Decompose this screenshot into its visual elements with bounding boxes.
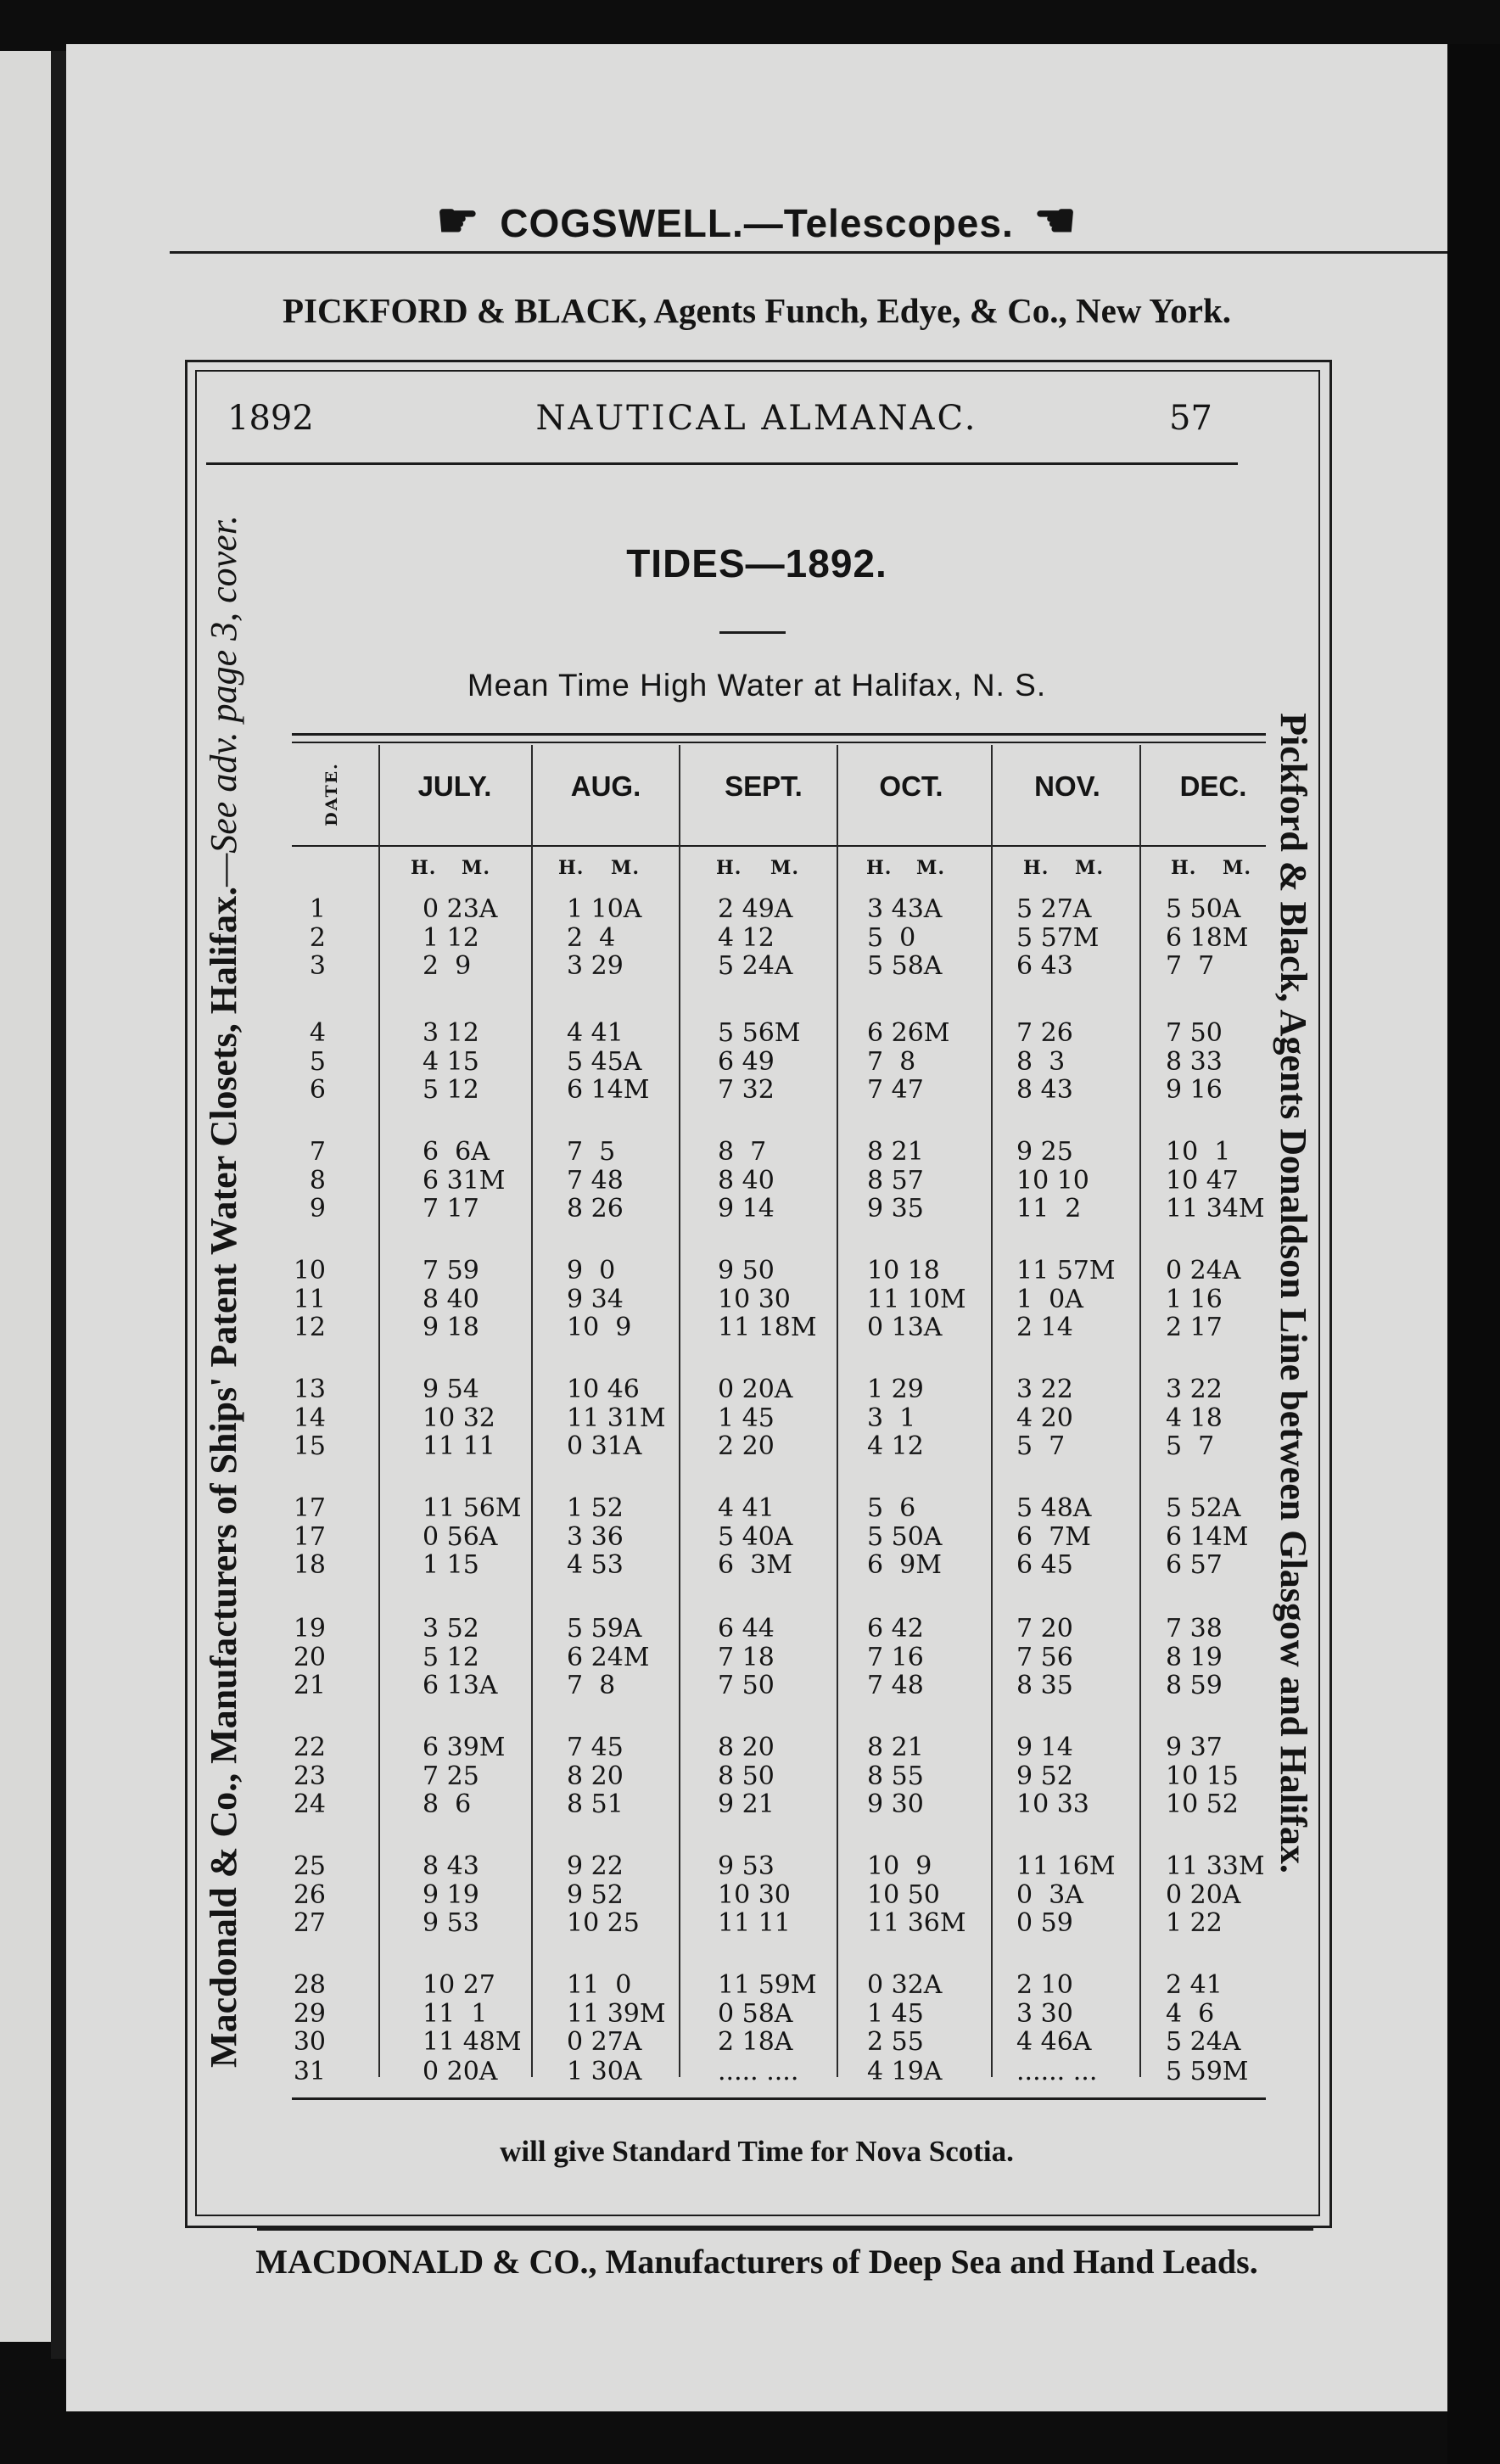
date-cell: 24 <box>293 1789 326 1819</box>
tide-time-cell: 11 1 <box>423 1998 488 2029</box>
tide-time-cell: 4 46A <box>1016 2027 1092 2057</box>
tide-time-cell: 8 20 <box>567 1761 624 1791</box>
tide-time-cell: 1 22 <box>1166 1908 1223 1938</box>
tide-time-cell: 10 9 <box>867 1851 932 1881</box>
tide-time-cell: 8 26 <box>567 1194 624 1224</box>
table-bottom-rule <box>292 2097 1266 2100</box>
tide-time-cell: 0 56A <box>423 1521 498 1552</box>
date-cell: 10 <box>293 1256 326 1285</box>
tide-time-cell: 6 39M <box>423 1733 506 1762</box>
tide-time-cell: 4 20 <box>1016 1403 1073 1433</box>
tide-time-cell: 9 35 <box>867 1194 924 1224</box>
date-cell: 20 <box>293 1642 326 1672</box>
tide-time-cell: 0 13A <box>867 1313 943 1342</box>
tide-time-cell: 7 59 <box>423 1256 479 1285</box>
tide-time-cell: 7 7 <box>1166 951 1215 981</box>
tide-time-cell: 10 33 <box>1016 1789 1089 1819</box>
tide-time-cell: 3 1 <box>867 1403 916 1433</box>
tide-time-cell: 10 30 <box>718 1879 791 1910</box>
date-cell: 30 <box>293 2027 326 2057</box>
tide-time-cell: 11 10M <box>867 1284 966 1314</box>
date-cell: 23 <box>293 1761 326 1791</box>
tide-time-cell: 9 53 <box>718 1851 775 1881</box>
tide-time-cell: 0 32A <box>867 1970 943 2000</box>
tide-time-cell: 7 20 <box>1016 1614 1073 1644</box>
tide-time-cell: 0 59 <box>1016 1908 1073 1938</box>
month-header: OCT. <box>879 770 943 802</box>
tide-time-cell: 11 18M <box>718 1313 817 1342</box>
tide-time-cell: 7 18 <box>718 1642 775 1672</box>
page-number: 57 <box>1169 399 1212 438</box>
tide-time-cell: 11 0 <box>567 1970 632 2000</box>
tide-time-cell: 1 12 <box>423 922 479 953</box>
tide-time-cell: 3 22 <box>1166 1375 1223 1404</box>
tide-time-cell: ...... ... <box>1016 2057 1098 2086</box>
tide-time-cell: 3 29 <box>567 951 624 981</box>
month-header: DEC. <box>1179 770 1247 802</box>
tide-time-cell: 0 23A <box>423 894 498 924</box>
tide-time-cell: 5 40A <box>718 1521 793 1552</box>
tide-time-cell: 11 59M <box>718 1970 817 2000</box>
tide-time-cell: 0 3A <box>1016 1879 1083 1910</box>
footnote: will give Standard Time for Nova Scotia. <box>500 2135 1014 2168</box>
tide-time-cell: 5 27A <box>1016 894 1092 924</box>
tide-time-cell: 6 45 <box>1016 1550 1073 1580</box>
tide-time-cell: 9 16 <box>1166 1075 1223 1105</box>
tide-time-cell: 9 21 <box>718 1789 775 1819</box>
hours-label: H. <box>558 857 585 879</box>
tide-time-cell: 5 57M <box>1016 922 1100 953</box>
tide-time-cell: 5 59M <box>1166 2057 1249 2086</box>
tide-time-cell: 11 57M <box>1016 1256 1116 1285</box>
tide-time-cell: 11 34M <box>1166 1194 1265 1224</box>
tide-time-cell: 7 26 <box>1016 1018 1073 1048</box>
tide-time-cell: 2 10 <box>1016 1970 1073 2000</box>
page-edge-shadow <box>1447 44 1500 2464</box>
tide-time-cell: 8 40 <box>423 1284 479 1314</box>
tide-time-cell: 7 16 <box>867 1642 924 1672</box>
title-dash <box>719 631 786 634</box>
tide-time-cell: 7 8 <box>567 1671 616 1700</box>
tide-time-cell: 7 50 <box>718 1671 775 1700</box>
date-cell: 26 <box>293 1879 326 1910</box>
tide-time-cell: 5 0 <box>867 922 916 953</box>
tide-time-cell: 8 21 <box>867 1733 924 1762</box>
minutes-label: M. <box>462 857 491 879</box>
tide-time-cell: 6 18M <box>1166 922 1249 953</box>
tide-time-cell: 3 30 <box>1016 1998 1073 2029</box>
tide-time-cell: 5 50A <box>1166 894 1241 924</box>
tide-time-cell: 6 42 <box>867 1614 924 1644</box>
tide-time-cell: 4 6 <box>1166 1998 1215 2029</box>
tide-time-cell: 1 45 <box>867 1998 924 2029</box>
tide-time-cell: 10 1 <box>1166 1137 1231 1167</box>
tide-time-cell: 0 20A <box>718 1375 793 1404</box>
tide-time-cell: 6 57 <box>1166 1550 1223 1580</box>
header-title: NAUTICAL ALMANAC. <box>535 399 978 438</box>
tide-time-cell: 4 15 <box>423 1046 479 1077</box>
tide-time-cell: 2 17 <box>1166 1313 1223 1342</box>
tide-time-cell: 10 32 <box>423 1403 495 1433</box>
tide-time-cell: 7 8 <box>867 1046 916 1077</box>
header-year: 1892 <box>227 399 314 438</box>
date-cell: 8 <box>309 1165 326 1196</box>
tide-time-cell: 11 56M <box>423 1493 522 1523</box>
tide-time-cell: 0 27A <box>567 2027 642 2057</box>
tide-time-cell: 1 45 <box>718 1403 775 1433</box>
tide-time-cell: 10 50 <box>867 1879 940 1910</box>
tide-time-cell: 2 18A <box>718 2027 793 2057</box>
date-cell: 13 <box>293 1375 326 1404</box>
tide-time-cell: 10 27 <box>423 1970 495 2000</box>
header-divider <box>206 462 1238 465</box>
tide-time-cell: 8 21 <box>867 1137 924 1167</box>
tide-time-cell: 9 19 <box>423 1879 479 1910</box>
bottom-advertisement: MACDONALD & CO., Manufacturers of Deep Sea and Hand Leads. <box>255 2243 1258 2281</box>
tide-time-cell: 4 12 <box>718 922 775 953</box>
hours-label: H. <box>716 857 742 879</box>
column-divider <box>679 745 680 2077</box>
tide-time-cell: 9 50 <box>718 1256 775 1285</box>
tide-time-cell: 8 19 <box>1166 1642 1223 1672</box>
tide-time-cell: 0 58A <box>718 1998 793 2029</box>
tide-time-cell: 5 24A <box>1166 2027 1241 2057</box>
tide-time-cell: 5 56M <box>718 1018 801 1048</box>
tide-time-cell: 9 0 <box>567 1256 616 1285</box>
column-divider <box>378 745 380 2077</box>
tide-time-cell: 10 18 <box>867 1256 940 1285</box>
hours-label: H. <box>1023 857 1049 879</box>
date-cell: 11 <box>293 1284 326 1314</box>
tide-time-cell: 8 50 <box>718 1761 775 1791</box>
tide-time-cell: 7 47 <box>867 1075 924 1105</box>
tide-time-cell: 9 37 <box>1166 1733 1223 1762</box>
tide-time-cell: 8 35 <box>1016 1671 1073 1700</box>
tide-time-cell: 5 6 <box>867 1493 916 1523</box>
tide-time-cell: 9 30 <box>867 1789 924 1819</box>
tide-time-cell: 6 6A <box>423 1137 490 1167</box>
right-side-advertisement: Pickford & Black, Agents Donaldson Line between Glasgow and Halifax. <box>1273 713 1314 1873</box>
tide-time-cell: 8 3 <box>1016 1046 1066 1077</box>
tide-time-cell: 9 52 <box>567 1879 624 1910</box>
tide-time-cell: 6 7M <box>1016 1521 1091 1552</box>
tide-time-cell: 8 59 <box>1166 1671 1223 1700</box>
tide-time-cell: 4 18 <box>1166 1403 1223 1433</box>
top-ad-subline: PICKFORD & BLACK, Agents Funch, Edye, & Co., New York. <box>282 291 1232 330</box>
tide-time-cell: 5 52A <box>1166 1493 1241 1523</box>
tide-time-cell: 5 24A <box>718 951 793 981</box>
top-advertisement <box>66 193 1447 249</box>
tide-time-cell: 3 22 <box>1016 1375 1073 1404</box>
tide-time-cell: 9 52 <box>1016 1761 1073 1791</box>
tide-time-cell: 11 33M <box>1166 1851 1265 1881</box>
tide-time-cell: 11 31M <box>567 1403 666 1433</box>
tide-time-cell: 5 12 <box>423 1642 479 1672</box>
tide-time-cell: 5 58A <box>867 951 943 981</box>
adjacent-page-edge <box>0 51 51 2342</box>
minutes-label: M. <box>1075 857 1105 879</box>
date-cell: 12 <box>293 1313 326 1342</box>
tide-time-cell: 7 38 <box>1166 1614 1223 1644</box>
tide-time-cell: 6 44 <box>718 1614 775 1644</box>
tide-time-cell: 5 59A <box>567 1614 642 1644</box>
tide-time-cell: 4 19A <box>867 2057 943 2086</box>
tide-time-cell: 1 15 <box>423 1550 479 1580</box>
tide-time-cell: 11 48M <box>423 2027 522 2057</box>
date-cell: 6 <box>309 1075 326 1105</box>
tide-time-cell: 7 45 <box>567 1733 624 1762</box>
tide-time-cell: 8 55 <box>867 1761 924 1791</box>
date-cell: 15 <box>293 1431 326 1461</box>
tide-time-cell: 2 49A <box>718 894 793 924</box>
tide-time-cell: 1 29 <box>867 1375 924 1404</box>
tide-time-cell: 6 26M <box>867 1018 950 1048</box>
tide-time-cell: 10 46 <box>567 1375 640 1404</box>
tide-time-cell: 6 14M <box>1166 1521 1249 1552</box>
date-cell: 2 <box>309 922 326 953</box>
tide-time-cell: 2 9 <box>423 951 472 981</box>
tide-time-cell: 8 20 <box>718 1733 775 1762</box>
left-ad-reference: —See adv. page 3, cover. <box>203 515 244 887</box>
date-cell: 25 <box>293 1851 326 1881</box>
tide-time-cell: 5 7 <box>1166 1431 1215 1461</box>
tide-time-cell: 8 33 <box>1166 1046 1223 1077</box>
tide-time-cell: 5 45A <box>567 1046 642 1077</box>
tide-time-cell: 9 22 <box>567 1851 624 1881</box>
date-cell: 28 <box>293 1970 326 2000</box>
hours-label: H. <box>411 857 437 879</box>
tide-time-cell: 9 25 <box>1016 1137 1073 1167</box>
tide-time-cell: 3 36 <box>567 1521 624 1552</box>
date-column-header: DATE. <box>322 762 341 826</box>
tide-time-cell: 11 16M <box>1016 1851 1116 1881</box>
date-cell: 1 <box>309 894 326 924</box>
tide-time-cell: 6 24M <box>567 1642 650 1672</box>
tide-time-cell: 2 4 <box>567 922 616 953</box>
month-header: SEPT. <box>725 770 803 802</box>
date-cell: 17 <box>293 1521 326 1552</box>
minutes-label: M. <box>770 857 800 879</box>
tide-time-cell: 11 2 <box>1016 1194 1082 1224</box>
table-top-rule-inner <box>292 742 1266 743</box>
tide-time-cell: 10 30 <box>718 1284 791 1314</box>
tide-time-cell: 9 14 <box>1016 1733 1073 1762</box>
pointing-hand-right-icon: ☚ <box>1033 193 1077 247</box>
table-top-rule <box>292 733 1266 736</box>
date-cell: 5 <box>309 1046 326 1077</box>
tide-time-cell: 11 39M <box>567 1998 666 2029</box>
tide-time-cell: 1 10A <box>567 894 642 924</box>
date-cell: 3 <box>309 951 326 981</box>
tide-time-cell: 4 41 <box>567 1018 624 1048</box>
minutes-label: M. <box>611 857 641 879</box>
date-cell: 29 <box>293 1998 326 2029</box>
tide-time-cell: 0 20A <box>423 2057 498 2086</box>
tide-time-cell: 8 40 <box>718 1165 775 1196</box>
tide-time-cell: 3 43A <box>867 894 943 924</box>
tide-time-cell: 0 20A <box>1166 1879 1241 1910</box>
tide-time-cell: 0 24A <box>1166 1256 1241 1285</box>
pointing-hand-left-icon: ☛ <box>436 193 480 247</box>
left-ad-main: Macdonald & Co., Manufacturers of Ships' Patent Water Closets, Halifax. <box>203 886 244 2068</box>
tide-time-cell: 9 54 <box>423 1375 479 1404</box>
tide-time-cell: 6 31M <box>423 1165 506 1196</box>
minutes-label: M. <box>1223 857 1252 879</box>
tide-time-cell: 11 11 <box>718 1908 791 1938</box>
column-divider <box>837 745 838 2077</box>
date-cell: 31 <box>293 2057 326 2086</box>
tide-time-cell: 10 9 <box>567 1313 632 1342</box>
column-divider <box>1139 745 1141 2077</box>
tide-time-cell: 4 12 <box>867 1431 924 1461</box>
tide-time-cell: 6 9M <box>867 1550 942 1580</box>
tide-time-cell: 6 13A <box>423 1671 498 1700</box>
table-header-rule <box>292 845 1266 847</box>
date-cell: 4 <box>309 1018 326 1048</box>
tide-time-cell: 1 30A <box>567 2057 642 2086</box>
tide-time-cell: 8 51 <box>567 1789 624 1819</box>
tide-time-cell: 7 56 <box>1016 1642 1073 1672</box>
date-cell: 22 <box>293 1733 326 1762</box>
date-cell: 7 <box>309 1137 326 1167</box>
tide-time-cell: 6 43 <box>1016 951 1073 981</box>
date-cell: 19 <box>293 1614 326 1644</box>
tide-time-cell: 9 53 <box>423 1908 479 1938</box>
tide-time-cell: 11 36M <box>867 1908 966 1938</box>
column-divider <box>531 745 533 2077</box>
tide-time-cell: 3 12 <box>423 1018 479 1048</box>
binding-gutter <box>51 51 66 2359</box>
tide-time-cell: 6 14M <box>567 1075 650 1105</box>
tide-time-cell: 0 31A <box>567 1431 642 1461</box>
date-cell: 14 <box>293 1403 326 1433</box>
hours-label: H. <box>1171 857 1197 879</box>
tides-title: TIDES—1892. <box>626 541 887 585</box>
month-header: JULY. <box>417 770 492 802</box>
tide-time-cell: 8 57 <box>867 1165 924 1196</box>
tide-time-cell: 7 48 <box>867 1671 924 1700</box>
tide-time-cell: 5 50A <box>867 1521 943 1552</box>
tide-time-cell: 2 55 <box>867 2027 924 2057</box>
tide-time-cell: 6 3M <box>718 1550 792 1580</box>
tide-time-cell: 8 43 <box>423 1851 479 1881</box>
tide-time-cell: 1 52 <box>567 1493 624 1523</box>
tide-time-cell: 10 47 <box>1166 1165 1239 1196</box>
tide-time-cell: 9 34 <box>567 1284 624 1314</box>
tides-subtitle: Mean Time High Water at Halifax, N. S. <box>467 668 1047 703</box>
date-cell: 18 <box>293 1550 326 1580</box>
tide-time-cell: 7 48 <box>567 1165 624 1196</box>
tide-time-cell: 5 12 <box>423 1075 479 1105</box>
bottom-divider <box>257 2228 1313 2231</box>
tide-time-cell: ..... .... <box>718 2057 799 2086</box>
tide-time-cell: 5 48A <box>1016 1493 1092 1523</box>
top-ad-text: COGSWELL.—Telescopes. <box>500 201 1014 245</box>
tide-time-cell: 8 7 <box>718 1137 767 1167</box>
date-cell: 27 <box>293 1908 326 1938</box>
top-divider <box>170 251 1447 254</box>
tide-time-cell: 10 52 <box>1166 1789 1239 1819</box>
tide-time-cell: 3 52 <box>423 1614 479 1644</box>
minutes-label: M. <box>916 857 946 879</box>
tide-time-cell: 7 50 <box>1166 1018 1223 1048</box>
month-header: AUG. <box>570 770 641 802</box>
tide-time-cell: 10 15 <box>1166 1761 1239 1791</box>
tide-time-cell: 1 0A <box>1016 1284 1083 1314</box>
tide-time-cell: 7 25 <box>423 1761 479 1791</box>
tide-time-cell: 2 20 <box>718 1431 775 1461</box>
column-divider <box>991 745 993 2077</box>
tide-time-cell: 7 17 <box>423 1194 479 1224</box>
tide-time-cell: 5 7 <box>1016 1431 1066 1461</box>
date-cell: 9 <box>309 1194 326 1224</box>
tide-time-cell: 9 18 <box>423 1313 479 1342</box>
tide-time-cell: 1 16 <box>1166 1284 1223 1314</box>
date-cell: 21 <box>293 1671 326 1700</box>
tide-time-cell: 11 11 <box>423 1431 495 1461</box>
left-side-advertisement <box>202 171 253 2411</box>
tide-time-cell: 4 53 <box>567 1550 624 1580</box>
tide-time-cell: 2 14 <box>1016 1313 1073 1342</box>
hours-label: H. <box>866 857 893 879</box>
tide-time-cell: 2 41 <box>1166 1970 1223 2000</box>
tide-time-cell: 10 25 <box>567 1908 640 1938</box>
date-cell: 17 <box>293 1493 326 1523</box>
month-header: NOV. <box>1034 770 1100 802</box>
tide-time-cell: 4 41 <box>718 1493 775 1523</box>
almanac-page <box>66 44 1447 2411</box>
tide-time-cell: 8 6 <box>423 1789 472 1819</box>
tide-time-cell: 9 14 <box>718 1194 775 1224</box>
tide-time-cell: 7 5 <box>567 1137 616 1167</box>
tide-time-cell: 7 32 <box>718 1075 775 1105</box>
tide-time-cell: 6 49 <box>718 1046 775 1077</box>
tide-time-cell: 8 43 <box>1016 1075 1073 1105</box>
tide-time-cell: 10 10 <box>1016 1165 1089 1196</box>
